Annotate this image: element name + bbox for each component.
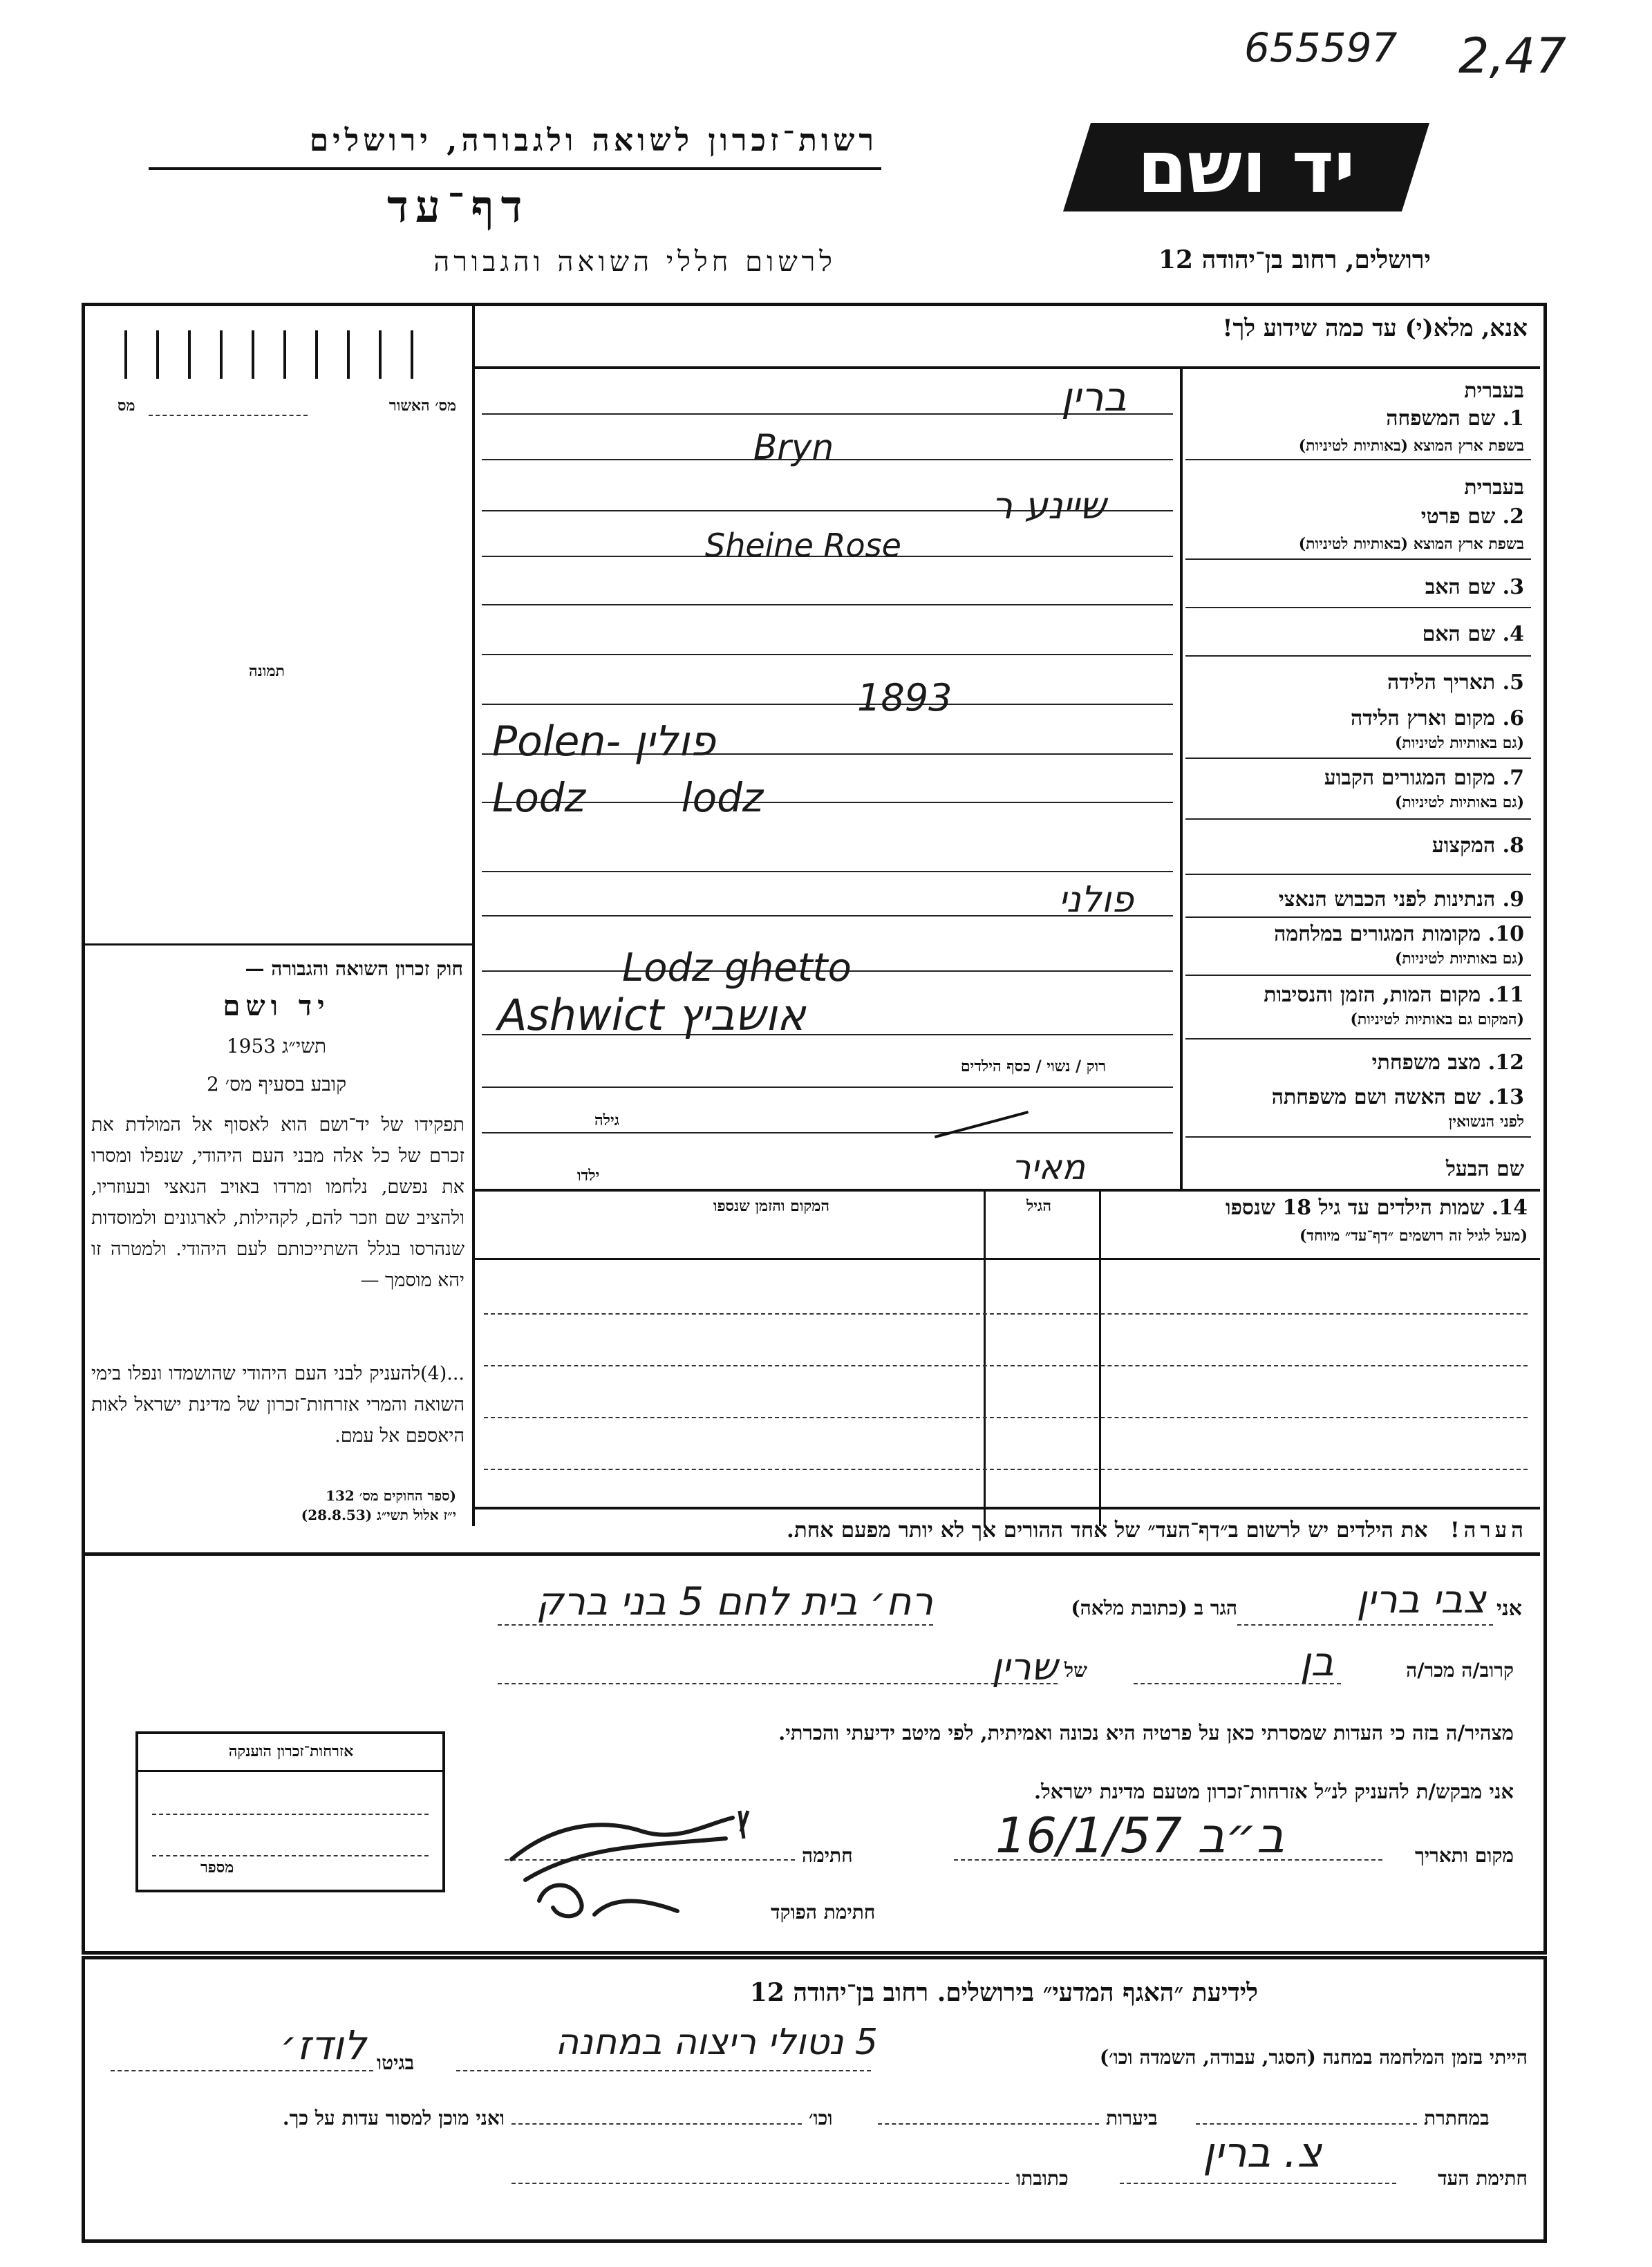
camp-line [456,2070,871,2071]
relation-line [1134,1683,1341,1684]
page-number: 2,47 [1458,28,1566,84]
field-2-lang: בעברית [1464,476,1524,500]
citizenship-box-rule [138,1770,442,1772]
field-6-sub: (גם באותיות לטיניות) [1394,734,1524,752]
residing-label: הגר ב (כתובת מלאה) [1071,1597,1237,1619]
place-date-line [954,1859,1382,1861]
forest-label: ביערות [1106,2107,1158,2129]
field-10-num: 10. [1487,922,1524,946]
of-label: של [1064,1659,1087,1682]
field-11-label [1185,983,1524,1007]
field-6-num: 6. [1502,706,1524,731]
field-1-rule [1185,459,1531,460]
declaration-statement: מצהיר/ה בזה כי העדות שמסרתי כאן על פרטיה היא נכונה ואמיתית, לפי מיטב ידיעתי והכרתי. [778,1721,1514,1744]
approval-no-line [149,415,308,416]
note-top-rule [475,1507,1540,1509]
declarant-name-line [1237,1624,1493,1626]
field-10-name: מקומות המגורים במלחמה [1274,922,1481,946]
field-9-rule [1185,916,1531,918]
children-age-label: ילדו [577,1167,600,1185]
field-5-label [1185,670,1524,695]
field-11-sub: (המקום גם באותיות לטיניות) [1350,1010,1524,1028]
children-num: 14. [1491,1196,1528,1220]
ghetto-value: לודז׳ [280,2022,366,2069]
place-date-value: ב״ב 16/1/57 [995,1807,1285,1864]
birth-place: Polen- פולין [492,717,715,766]
children-title [1106,1196,1528,1220]
field-1-sub: בשפת ארץ המוצא (באותיות לטיניות) [1298,437,1524,455]
witness-signature-label: חתימת העד [1438,2167,1528,2190]
field-9-num: 9. [1502,887,1524,912]
field-3-name: שם האב [1425,575,1496,599]
field-6-label [1185,706,1524,731]
citizenship-box-line [152,1855,429,1856]
form-title: דף־עד [387,181,529,233]
field-10-rule [1185,975,1531,976]
children-col-divider [984,1192,986,1526]
children-sub: (מעל לגיל זה רושמים ״דף־עד״ מיוחד) [1299,1227,1528,1245]
address-line [498,1624,933,1626]
nationality: פולני [1058,879,1134,921]
field-13-num: 13. [1487,1085,1524,1109]
field-8-rule [1185,874,1531,875]
field-4-name: שם האם [1422,622,1496,646]
approval-no-label: מס׳ האשור [388,397,456,415]
field-5-name: תאריך הלידה [1387,670,1496,695]
header-address: ירושלים, רחוב בן־יהודה 12 [1158,245,1431,274]
declarant-name: צבי ברין [1356,1577,1486,1622]
field-10-sub: (גם באותיות לטיניות) [1394,950,1524,968]
ani-label: אני [1496,1597,1522,1621]
etc-line [511,2123,802,2125]
declarant-address: רח׳ בית לחם 5 בני ברק [536,1579,933,1624]
signature-label: חתימה [802,1844,853,1867]
forest-line [878,2123,1099,2125]
field-3-num: 3. [1502,575,1524,599]
husband-name: מאיר [1011,1147,1085,1187]
children-place-col: המקום והזמן שנספו [713,1197,829,1215]
field-2-num: 2. [1502,505,1524,529]
approval-boxes [124,330,413,379]
law-ref-1: (ספר החוקים מס׳ 132 [326,1487,456,1504]
field-9-name: הנתינות לפני הכבוש הנאצי [1278,887,1496,912]
citizenship-box-line [152,1814,429,1815]
law-title: חוק זכרון השואה והגבורה — [245,957,463,980]
law-name: יד ושם [223,990,330,1022]
field-7-name: מקום המגורים הקבוע [1324,766,1496,790]
wartime-residence: Lodz ghetto [622,946,852,990]
witness-address-line [511,2183,1009,2184]
citizenship-box-no: מספר [200,1859,234,1876]
field-1-label [1185,406,1524,431]
field-3-label [1185,575,1524,599]
residence: Lodz lodz [492,774,764,821]
field-4-num: 4. [1502,622,1524,646]
witness-title: לידיעת ״האגף המדעי״ בירושלים. רחוב בן־יהודה 12 [749,1978,1258,2007]
birth-date: 1893 [857,676,952,719]
field-13-rule [1185,1136,1531,1138]
header-underline [149,167,881,170]
field-labels [1185,373,1531,1189]
law-year: תשי״ג 1953 [226,1035,327,1057]
field-7-num: 7. [1502,766,1524,790]
field-6-rule [1185,758,1531,759]
children-row-line [484,1417,1528,1418]
field-3-rule [1185,607,1531,608]
field-11-rule [1185,1038,1531,1040]
field-7-sub: (גם באותיות לטיניות) [1394,793,1524,811]
citizenship-box-title: אזרחות־זכרון הוענקה [228,1742,354,1760]
children-row-line [484,1469,1528,1470]
field-4-rule [1185,655,1531,657]
witness-address-label: כתובתו [1016,2167,1069,2190]
field-2-name: שם פרטי [1420,505,1496,529]
marital-options: רוק / נשוי / כסף הילדים [960,1057,1106,1075]
hiding-line [1196,2123,1417,2125]
yad-vashem-logo [1063,116,1429,218]
field-2-rule [1185,558,1531,560]
declarant-signature [498,1797,788,1928]
label-column-divider [1180,366,1183,1189]
witness-signature-value: צ. ברין [1203,2129,1322,2177]
law-box-top [85,943,472,946]
place-date-label: מקום ותאריך [1414,1844,1514,1867]
field-5-num: 5. [1502,670,1524,695]
firstname-hebrew: שיינע ר [991,484,1106,527]
field-8-name: המקצוע [1432,834,1496,858]
value-line [482,604,1173,605]
svg-text:יד ושם: יד ושם [1137,125,1355,209]
field-11-num: 11. [1487,983,1524,1007]
field-12-name: מצב משפחתי [1371,1051,1481,1075]
field-7-rule [1185,818,1531,820]
photo-label: תמונה [249,662,285,680]
form-request: אנא, מלא(י) עד כמה שידוע לך! [1222,314,1528,342]
ghetto-label: בגיטו [377,2051,415,2074]
declaration-request: אני מבקש/ת להעניק לנ״ל אזרחות־זכרון מטעם מדינת ישראל. [1034,1780,1514,1803]
field-2-label [1185,505,1524,529]
field-8-num: 8. [1502,834,1524,858]
reference-number: 655597 [1244,24,1398,71]
form-subtitle: לרשום חללי השואה והגבורה [433,246,836,278]
of-line [498,1683,1058,1684]
children-row-line [484,1365,1528,1366]
note-text: את הילדים יש לרשום ב״דף־העד״ של אחד ההורים אך לא יותר מפעם אחת. [787,1518,1428,1543]
relation-label: קרוב/ה מכר/ה [1406,1659,1514,1682]
children-row-line [484,1313,1528,1315]
note-row [498,1518,1528,1543]
value-line [482,1132,1173,1134]
field-13-name: שם האשה ושם משפחתה [1271,1085,1481,1109]
field-7-label [1185,766,1524,790]
citizenship-box [135,1731,445,1892]
witness-ready: ואני מוכן למסור עדות על כך. [282,2107,505,2129]
field-13-sub: לפני הנשואין [1448,1113,1524,1131]
children-col-divider [1099,1192,1101,1526]
field-10-label [1185,922,1524,946]
law-body-2: ...(4)להעניק לבני העם היהודי שהושמדו ונפלו בימי השואה והמרי אזרחות־זכרון של מדינת ישראל לאות היאספם אל עמם. [91,1363,464,1447]
field-4-label [1185,622,1524,646]
spouse-age-label: גילה [594,1111,619,1129]
authority-name: רשות־זכרון לשואה ולגבורה, ירושלים [309,123,878,158]
children-table-top [475,1189,1540,1192]
field-2-sub: בשפת ארץ המוצא (באותיות לטיניות) [1298,535,1524,553]
field-12-label [1185,1051,1524,1075]
field-12-num: 12. [1487,1051,1524,1075]
value-line [482,1087,1173,1088]
approval-no-suffix: מס [118,397,135,415]
value-line [482,654,1173,655]
field-9-label [1185,887,1524,912]
field-6-name: מקום וארץ הלידה [1350,706,1496,731]
surname-hebrew: ברין [1060,373,1127,420]
death-place: Ashwict אושביץ [498,990,806,1040]
field-1-lang: בעברית [1464,379,1524,403]
hiding-label: במחתרת [1424,2107,1490,2129]
law-ref-2: י״ז אלול תשי״ג (28.8.53) [301,1507,456,1523]
field-8-label [1185,834,1524,858]
children-age-col: הגיל [1026,1197,1051,1215]
value-line [482,871,1173,872]
note-label: הערה! [1449,1518,1528,1543]
officer-label: חתימת הפוקד [771,1901,876,1923]
witness-was-in: הייתי בזמן המלחמה במחנה (הסגר, עבודה, השמדה וכו׳) [1099,2046,1528,2069]
field-1-name: שם המשפחה [1386,406,1496,431]
surname-latin: Bryn [753,427,834,467]
husband-label: שם הבעל [1445,1157,1524,1181]
value-line [482,704,1173,705]
note-bottom-rule [85,1552,1540,1556]
field-1-num: 1. [1502,406,1524,431]
camp-value: 5 נטולי ריצוה במחנה [555,2022,878,2063]
ghetto-line [111,2070,373,2071]
firstname-latin: Sheine Rose [705,527,901,564]
etc-label: וכו׳ [809,2107,833,2129]
field-13-label [1185,1085,1524,1109]
children-header-rule [475,1258,1540,1260]
law-body: תפקידו של יד־ושם הוא לאסוף אל המולדת את זכרם של כל אלה מבני העם היהודי, שנפלו ומסרו את נפשם, נלחמו ומרדו באויב הנאצי ובעוזריו, ולהציב שם וזכר להם, לקהילות, לארגונים ולמוסדות שנהרסו בגלל השתייכותם לעם היהודי. ולמטרה זו יהא מוסמך — [91,1114,464,1291]
law-clause: קובע בסעיף מס׳ 2 [206,1073,347,1095]
witness-signature-line [1120,2183,1396,2184]
children-title-text: שמות הילדים עד גיל 18 שנספו [1225,1196,1485,1220]
of-value: שרין [991,1645,1058,1689]
relation-value: בן [1299,1638,1334,1685]
field-11-name: מקום המות, הזמן והנסיבות [1264,983,1481,1007]
